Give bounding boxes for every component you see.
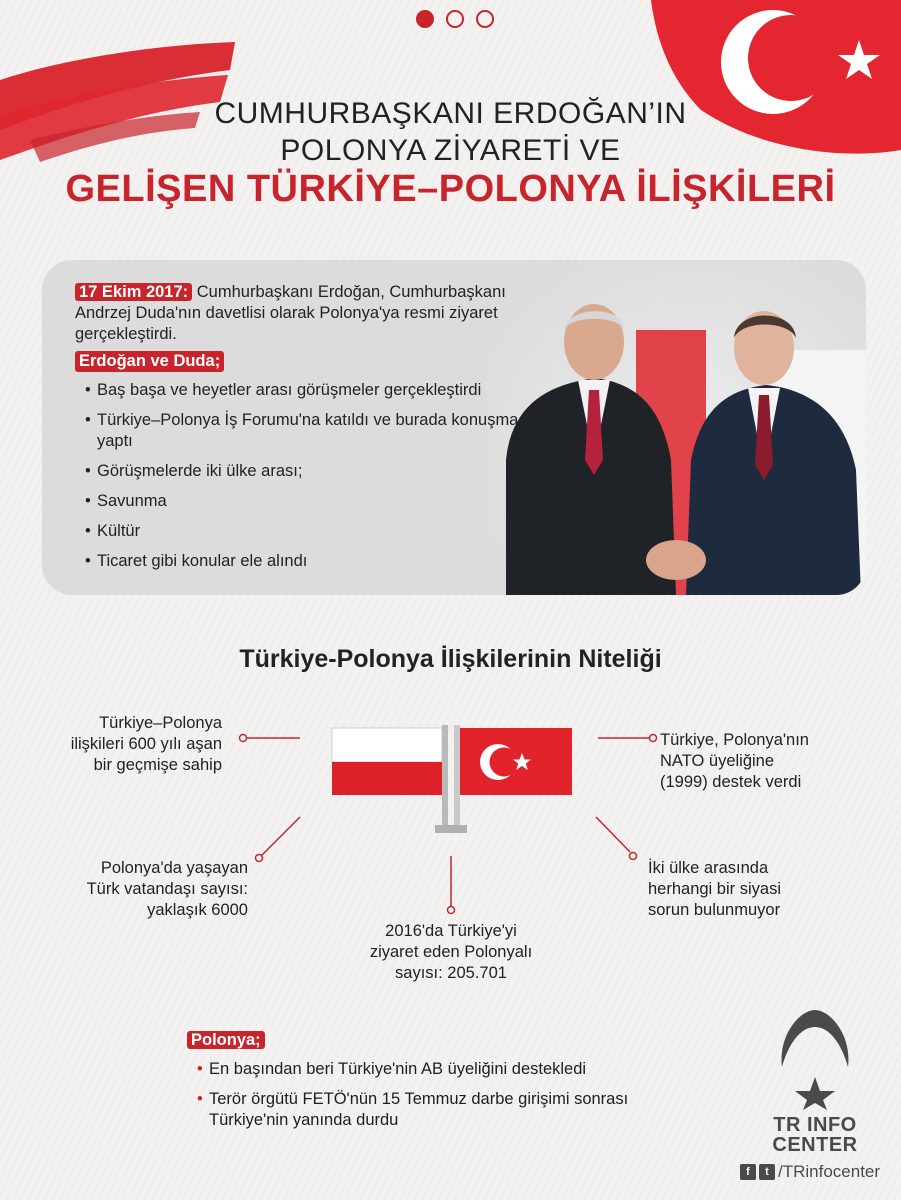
fact-nato [660,730,870,793]
title-line-2: POLONYA ZİYARETİ VE [280,134,621,167]
fact-line: bir geçmişe sahip [93,756,222,774]
fact-line: Türkiye, Polonya'nın [660,731,809,749]
fact-line: İki ülke arasında [648,859,769,877]
fact-line: herhangi bir siyasi [648,880,781,898]
fact-visitors [340,921,562,984]
fact-line: Türk vatandaşı sayısı: [86,880,248,898]
fact-line: (1999) destek verdi [660,773,802,791]
fact-line: yaklaşık 6000 [147,901,248,919]
visit-date-tag: 17 Ekim 2017: [75,283,192,301]
social-handle[interactable] [740,1162,880,1182]
fact-citizens [40,858,248,921]
fact-history [40,713,222,776]
relations-title: Türkiye-Polonya İlişkilerinin Niteliği [239,645,662,673]
poland-bullet-list [187,1059,667,1131]
fact-line: Polonya'da yaşayan [100,859,248,877]
list-item: • Terör örgütü FETÖ'nün 15 Temmuz darbe girişimi sonrası Türkiye'nin yanında durdu [187,1089,667,1131]
list-item: • Savunma [75,491,545,512]
tr-info-center-logo [770,1005,860,1155]
poland-section [187,1030,667,1140]
list-item: • Türkiye–Polonya İş Forumu'na katıldı ve burada konuşma yaptı [75,410,545,452]
fact-line: Türkiye–Polonya [99,714,222,732]
fact-line: ilişkileri 600 yılı aşan [70,735,222,753]
handle-text: /TRinfocenter [778,1162,881,1181]
list-item: • En başından beri Türkiye'nin AB üyeliğini destekledi [187,1059,667,1080]
title-line-1: CUMHURBAŞKANI ERDOĞAN’IN [214,97,687,130]
list-item: • Ticaret gibi konular ele alındı [75,551,545,572]
crescent-star-icon [770,1005,860,1110]
visit-intro-text: Cumhurbaşkanı Erdoğan, Cumhurbaşkanı Andrzej Duda'nın davetlisi olarak Polonya'ya resmi ziyaret gerçekleştirdi. [75,283,506,343]
poland-tag: Polonya; [187,1031,265,1049]
fact-line: 2016'da Türkiye'yi [385,922,517,940]
logo-text-line1: TR INFO [773,1114,857,1136]
twitter-icon[interactable]: t [759,1164,775,1180]
facebook-icon[interactable]: f [740,1164,756,1180]
fact-line: ziyaret eden Polonyalı [369,943,533,961]
list-item: • Görüşmelerde iki ülke arası; [75,461,545,482]
list-item: • Baş başa ve heyetler arası görüşmeler gerçekleştirdi [75,380,545,401]
fact-line: sayısı: 205.701 [395,964,507,982]
leaders-tag: Erdoğan ve Duda; [75,351,224,372]
title-main: GELİŞEN TÜRKİYE–POLONYA İLİŞKİLERİ [65,168,836,210]
fact-line: NATO üyeliğine [660,752,775,770]
list-item: • Kültür [75,521,545,542]
fact-line: sorun bulunmuyor [648,901,781,919]
logo-text-line2: CENTER [772,1134,858,1156]
fact-issues [648,858,858,921]
